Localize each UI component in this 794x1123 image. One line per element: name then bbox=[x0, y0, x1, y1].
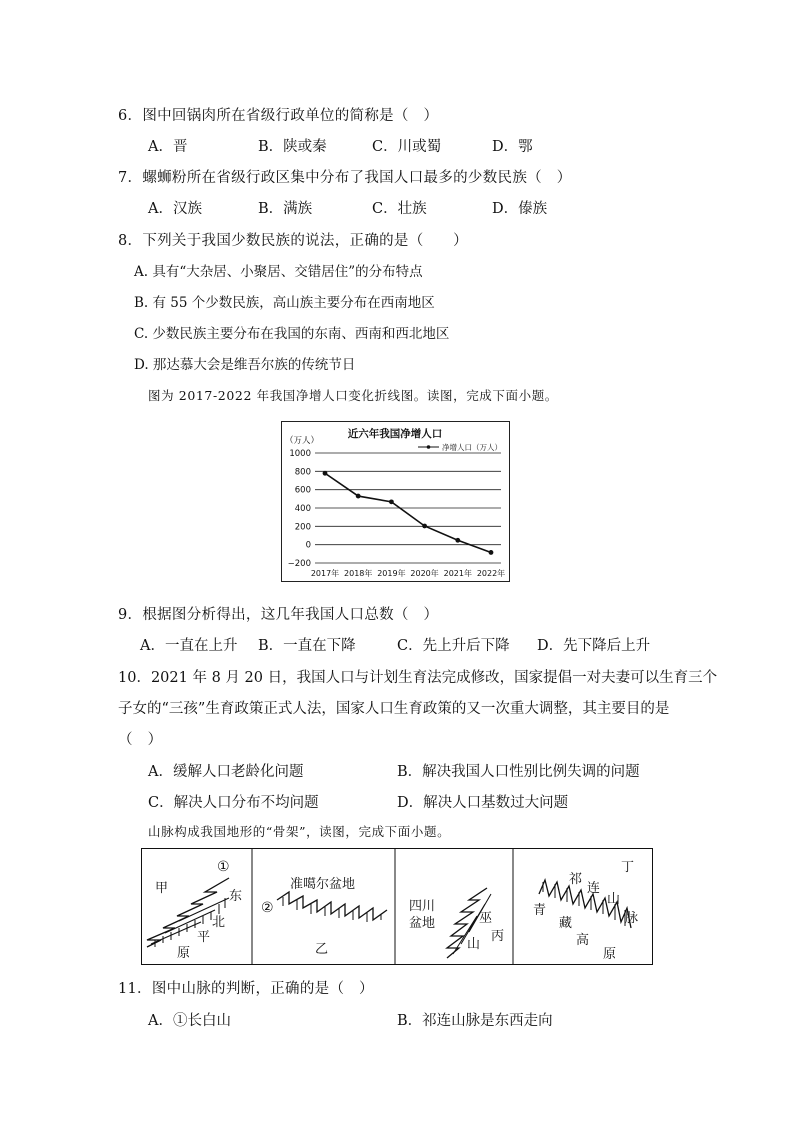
q7-option-d: D．傣族 bbox=[492, 201, 548, 217]
y-tick-label: 800 bbox=[294, 467, 311, 478]
q9-option-b: B．一直在下降 bbox=[258, 638, 356, 654]
q9-option-d: D．先下降后上升 bbox=[537, 638, 651, 654]
series-point bbox=[389, 499, 394, 504]
series-point bbox=[323, 471, 328, 476]
q10-stem-line2: 子女的“三孩”生育政策正式人法，国家人口生育政策的又一次重大调整，其主要目的是 bbox=[118, 701, 670, 717]
panel4-qing: 青 bbox=[533, 903, 547, 918]
q8-option-d: D. 那达慕大会是维吾尔族的传统节日 bbox=[134, 357, 356, 373]
q7-option-b: B．满族 bbox=[258, 201, 313, 217]
panel3-bing: 丙 bbox=[491, 929, 505, 944]
panel3-shan: 山 bbox=[467, 937, 481, 952]
panel4-zang: 藏 bbox=[559, 916, 573, 931]
q10-option-d: D．解决人口基数过大问题 bbox=[397, 795, 569, 811]
population-line-chart bbox=[281, 421, 510, 582]
q7-stem: 7．螺蛳粉所在省级行政区集中分布了我国人口最多的少数民族（ ） bbox=[118, 170, 572, 186]
q9-stem: 9．根据图分析得出，这几年我国人口总数（ ） bbox=[118, 607, 439, 623]
y-tick-label: 1000 bbox=[289, 449, 311, 459]
chart-legend: 净增人口（万人） bbox=[442, 443, 502, 452]
panel3-wu: 巫 bbox=[479, 911, 493, 926]
series-point bbox=[455, 538, 460, 543]
chart-ylabel: （万人） bbox=[285, 436, 320, 446]
q10-option-c: C．解决人口分布不均问题 bbox=[148, 795, 319, 811]
panel3-sichuan: 四川 bbox=[409, 899, 436, 914]
q6-stem: 6．图中回锅肉所在省级行政单位的简称是（ ） bbox=[118, 108, 439, 124]
series-point bbox=[489, 550, 494, 555]
q6-option-b: B．陕或秦 bbox=[258, 139, 327, 155]
chart-title: 近六年我国净增人口 bbox=[347, 428, 443, 440]
x-tick-label: 2020年 bbox=[410, 569, 439, 578]
x-tick-label: 2022年 bbox=[476, 569, 506, 578]
q8-option-c: C. 少数民族主要分布在我国的东南、西南和西北地区 bbox=[134, 326, 450, 342]
series-point bbox=[356, 494, 361, 499]
mountains-intro: 山脉构成我国地形的“骨架”，读图，完成下面小题。 bbox=[148, 824, 451, 839]
y-tick-label: −200 bbox=[287, 559, 311, 569]
panel3-pendi: 盆地 bbox=[409, 916, 436, 931]
q7-option-a: A．汉族 bbox=[148, 201, 202, 217]
q9-option-c: C．先上升后下降 bbox=[397, 638, 510, 654]
q6-option-d: D．鄂 bbox=[492, 139, 533, 155]
q10-option-b: B．解决我国人口性别比例失调的问题 bbox=[397, 764, 640, 780]
panel1-dong: 东 bbox=[229, 889, 243, 904]
q9-option-a: A．一直在上升 bbox=[140, 638, 238, 654]
q8-option-a: A. 具有“大杂居、小聚居、交错居住”的分布特点 bbox=[134, 264, 423, 280]
panel4-shan: 山 bbox=[607, 892, 621, 907]
chart-intro: 图为 2017-2022 年我国净增人口变化折线图。读图，完成下面小题。 bbox=[148, 388, 558, 403]
y-tick-label: 400 bbox=[294, 504, 311, 514]
q10-stem-line3: （ ） bbox=[118, 732, 163, 748]
q6-option-c: C．川或蜀 bbox=[372, 139, 442, 155]
x-tick-label: 2017年 bbox=[310, 569, 340, 578]
panel4-gao: 高 bbox=[576, 933, 590, 948]
panel2-yi: 乙 bbox=[315, 942, 329, 957]
q10-stem-line1: 10．2021 年 8 月 20 日，我国人口与计划生育法完成修改，国家提倡一对夫妻可以生育三个 bbox=[118, 670, 718, 686]
legend-marker bbox=[427, 445, 431, 449]
x-tick-label: 2021年 bbox=[443, 569, 472, 578]
q8-option-b: B. 有 55 个少数民族，高山族主要分布在西南地区 bbox=[134, 295, 435, 311]
series-point bbox=[422, 524, 427, 529]
q10-option-a: A．缓解人口老龄化问题 bbox=[148, 764, 304, 780]
x-tick-label: 2018年 bbox=[344, 569, 373, 578]
y-tick-label: 200 bbox=[294, 522, 311, 533]
panel4-mai: 脉 bbox=[625, 911, 639, 926]
panel2-circle: ② bbox=[261, 900, 274, 916]
mountains-figure bbox=[141, 848, 653, 965]
q7-option-c: C．壮族 bbox=[372, 201, 427, 217]
q6-option-a: A．晋 bbox=[148, 139, 188, 155]
q11-option-b: B．祁连山脉是东西走向 bbox=[397, 1013, 553, 1029]
panel1-circle: ① bbox=[217, 859, 230, 875]
x-tick-label: 2019年 bbox=[377, 569, 406, 578]
panel1-yuan: 原 bbox=[177, 946, 191, 961]
panel4-qi: 祁 bbox=[569, 872, 583, 887]
panel2-basin: 准噶尔盆地 bbox=[290, 877, 356, 892]
panel1-jia: 甲 bbox=[155, 881, 169, 896]
panel1-bei: 北 bbox=[212, 915, 226, 930]
panel1-ping: 平 bbox=[197, 930, 211, 945]
q11-stem: 11．图中山脉的判断，正确的是（ ） bbox=[118, 981, 374, 997]
y-tick-label: 0 bbox=[305, 540, 311, 551]
q11-option-a: A．①长白山 bbox=[148, 1013, 231, 1029]
q8-stem: 8．下列关于我国少数民族的说法，正确的是（ ） bbox=[118, 233, 468, 249]
panel4-lian: 连 bbox=[587, 881, 601, 896]
panel4-yuan: 原 bbox=[603, 947, 617, 962]
panel4-ding: 丁 bbox=[621, 860, 635, 875]
y-tick-label: 600 bbox=[294, 485, 311, 496]
